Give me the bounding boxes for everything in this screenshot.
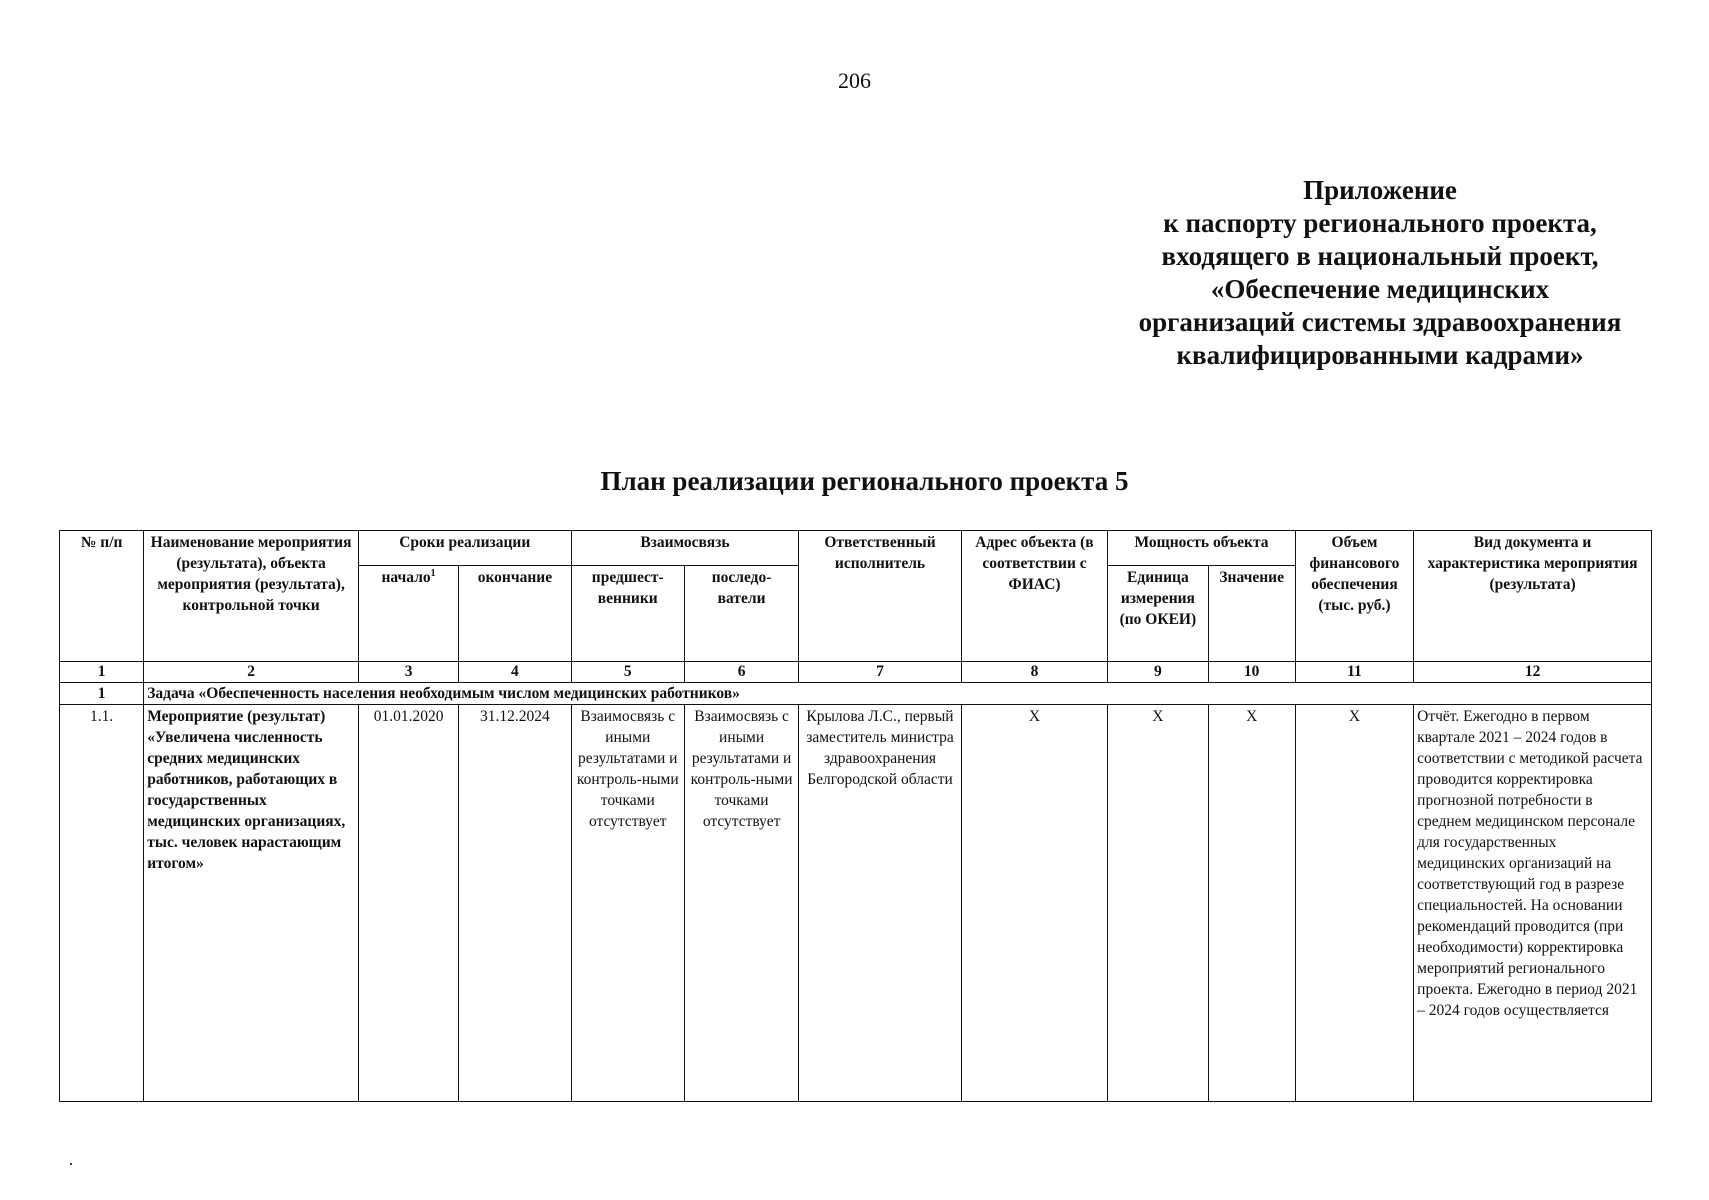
header-start-label: начало (381, 568, 431, 586)
task-row (60, 683, 1652, 705)
column-number: 1 (60, 662, 144, 683)
row-value: Х (1208, 705, 1295, 1102)
appendix-line: Приложение (1303, 175, 1457, 205)
task-number: 1 (60, 683, 144, 705)
plan-table (59, 530, 1652, 1102)
row-end-date: 31.12.2024 (459, 705, 571, 1102)
header-num: № п/п (60, 531, 144, 662)
appendix-heading (1100, 174, 1660, 372)
header-value: Значение (1208, 565, 1295, 661)
header-capacity: Мощность объекта (1108, 531, 1296, 566)
header-unit: Единица измерения (по ОКЕИ) (1108, 565, 1208, 661)
column-number: 5 (571, 662, 684, 683)
header-relation: Взаимосвязь (571, 531, 799, 566)
row-finance: Х (1295, 705, 1413, 1102)
page-number: 206 (838, 68, 871, 93)
header-predecessors: предшест-венники (571, 565, 684, 661)
column-number-row (60, 662, 1652, 683)
appendix-line: организаций системы здравоохранения (1138, 307, 1622, 337)
header-name: Наименование мероприятия (результата), объекта мероприятия (результата), контрольной точки (144, 531, 359, 662)
header-doc: Вид документа и характеристика мероприятия (результата) (1414, 531, 1652, 662)
column-number: 9 (1108, 662, 1208, 683)
table-row (60, 705, 1652, 1102)
appendix-line: «Обеспечение медицинских (1210, 274, 1550, 304)
row-address: Х (961, 705, 1107, 1102)
column-number: 12 (1414, 662, 1652, 683)
header-end: окончание (459, 565, 571, 661)
row-number: 1.1. (60, 705, 144, 1102)
task-text: Задача «Обеспеченность населения необходимым числом медицинских работников» (144, 683, 1652, 705)
plan-title: План реализации регионального проекта 5 (600, 466, 1129, 496)
column-number: 4 (459, 662, 571, 683)
appendix-line: квалифицированными кадрами» (1176, 340, 1584, 370)
header-row (60, 531, 1652, 566)
appendix-line: к паспорту регионального проекта, (1163, 208, 1597, 238)
column-number: 7 (799, 662, 962, 683)
column-number: 10 (1208, 662, 1295, 683)
column-number: 8 (961, 662, 1107, 683)
footnote-mark: 1 (430, 567, 436, 579)
appendix-line: входящего в национальный проект, (1161, 241, 1599, 271)
row-start-date: 01.01.2020 (358, 705, 458, 1102)
header-address: Адрес объекта (в соответствии с ФИАС) (961, 531, 1107, 662)
row-responsible: Крылова Л.С., первый заместитель министра здравоохранения Белгородской области (799, 705, 962, 1102)
row-predecessors: Взаимосвязь с иными результатами и контроль-ными точками отсутствует (571, 705, 684, 1102)
column-number: 3 (358, 662, 458, 683)
header-finance: Объем финансового обеспечения (тыс. руб.) (1295, 531, 1413, 662)
scan-speck (70, 1163, 72, 1165)
header-successors: последо-ватели (684, 565, 798, 661)
column-number: 2 (144, 662, 359, 683)
header-start (358, 565, 458, 661)
header-responsible: Ответственный исполнитель (799, 531, 962, 662)
row-successors: Взаимосвязь с иными результатами и контроль-ными точками отсутствует (684, 705, 798, 1102)
row-unit: Х (1108, 705, 1208, 1102)
column-number: 11 (1295, 662, 1413, 683)
row-document: Отчёт. Ежегодно в первом квартале 2021 – 2024 годов в соответствии с методикой расчета проводится корректировка прогнозной потребности в среднем медицинском персонале для государственных медицинских организаций на соответствующий год в разрезе специальностей. На основании рекомендаций проводится (при необходимости) корректировка мероприятий регионального проекта. Ежегодно в период 2021 – 2024 годов осуществляется (1414, 705, 1652, 1102)
header-terms: Сроки реализации (358, 531, 571, 566)
row-name: Мероприятие (результат) «Увеличена численность средних медицинских работников, работающих в государственных медицинских организациях, тыс. человек нарастающим итогом» (144, 705, 359, 1102)
column-number: 6 (684, 662, 798, 683)
